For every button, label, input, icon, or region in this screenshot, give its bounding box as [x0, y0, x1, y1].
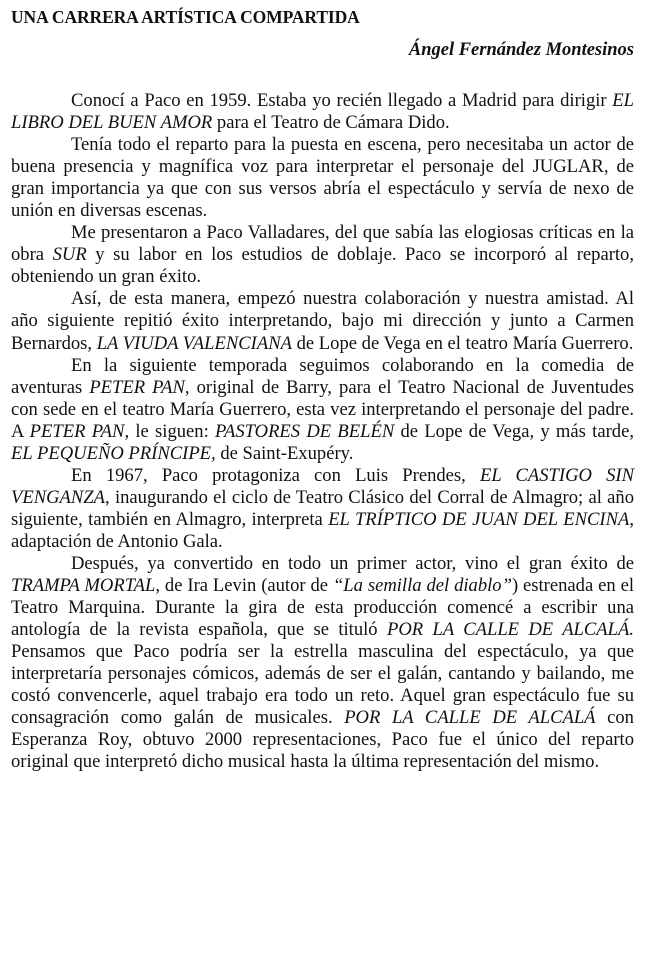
- paragraph: [11, 90, 634, 134]
- paragraph-text: , inaugurando el ciclo de Teatro Clásico del Corral de Almagro; al año siguiente, también en Almagro, interpreta: [11, 486, 634, 530]
- italic-title-text: POR LA CALLE DE ALCALÁ.: [386, 619, 635, 641]
- paragraph-text: Conocí a Paco en 1959. Estaba yo recién llegado a Madrid para dirigir: [71, 90, 613, 111]
- paragraph-text: Me presentaron a Paco Valladares, del que sabía las elogiosas críticas en la obra: [11, 222, 634, 266]
- paragraph: [11, 134, 634, 222]
- italic-title-text: SUR: [52, 244, 87, 266]
- paragraph-text: , original de Barry, para el Teatro Nacional de Juventudes con sede en el teatro María Guerrero, esta vez interpretando el personaje del padre. A: [11, 376, 634, 442]
- paragraph: [11, 553, 634, 773]
- paragraph-text: Así, de esta manera, empezó nuestra colaboración y nuestra amistad. Al año siguiente repitió éxito interpretando, bajo mi dirección y junto a Carmen Bernardos,: [11, 288, 634, 354]
- paragraph-text: En 1967, Paco protagoniza con Luis Prendes,: [71, 464, 480, 486]
- paragraph-text: y su labor en los estudios de doblaje. Paco se incorporó al reparto, obteniendo un gran éxito.: [11, 244, 634, 288]
- paragraph-text: para el Teatro de Cámara Dido.: [212, 112, 450, 134]
- italic-title-text: PASTORES DE BELÉN: [215, 420, 395, 442]
- paragraph-text: ) estrenada en el Teatro Marquina. Durante la gira de esta producción comencé a escribir una antología de la revista española, que se tituló: [11, 575, 635, 641]
- paragraph-text: , le siguen:: [124, 420, 216, 442]
- paragraph: [11, 355, 634, 465]
- article-author: Ángel Fernández Montesinos: [408, 40, 634, 60]
- paragraph: [11, 288, 634, 354]
- italic-title-text: POR LA CALLE DE ALCALÁ: [344, 707, 596, 729]
- article-body: [11, 90, 634, 773]
- article-title: UNA CARRERA ARTÍSTICA COMPARTIDA: [11, 7, 360, 27]
- italic-title-text: PETER PAN: [29, 420, 125, 442]
- paragraph-text: Tenía todo el reparto para la puesta en escena, pero necesitaba un actor de buena presencia y magnífica voz para interpretar el personaje del JUGLAR, de gran importancia ya que con sus versos abría el espectáculo y servía de nexo de unión en diversas escenas.: [11, 134, 634, 222]
- italic-title-text: TRAMPA MORTAL: [11, 575, 156, 597]
- paragraph-text: , adaptación de Antonio Gala.: [11, 508, 634, 552]
- italic-title-text: EL PEQUEÑO PRÍNCIPE,: [11, 442, 216, 464]
- paragraph-text: , de Ira Levin (autor de: [155, 575, 333, 597]
- paragraph-text: de Lope de Vega, y más tarde,: [394, 420, 634, 442]
- paragraph-text: de Saint-Exupéry.: [215, 442, 354, 464]
- italic-title-text: EL CASTIGO SIN VENGANZA: [11, 464, 634, 508]
- paragraph: [11, 222, 634, 288]
- italic-title-text: PETER PAN: [89, 376, 185, 398]
- paragraph-text: Después, ya convertido en todo un primer actor, vino el gran éxito de: [71, 552, 634, 574]
- paragraph-text: con Esperanza Roy, obtuvo 2000 representaciones, Paco fue el único del reparto original que interpretó dicho musical hasta la última representación del mismo.: [11, 707, 634, 773]
- paragraph-text: En la siguiente temporada seguimos colaborando en la comedia de aventuras: [11, 354, 634, 398]
- italic-title-text: EL TRÍPTICO DE JUAN DEL ENCINA: [328, 508, 630, 530]
- italic-title-text: LA VIUDA VALENCIANA: [96, 332, 292, 354]
- paragraph-text: Pensamos que Paco podría ser la estrella masculina del espectáculo, ya que interpretaría personajes cómicos, además de ser el galán, cantando y bailando, me costó convencerle, aquel trabajo era todo un reto. Aquel gran espectáculo fue su consagración como galán de musicales.: [11, 641, 634, 729]
- paragraph-text: de Lope de Vega en el teatro María Guerrero.: [291, 332, 634, 354]
- paragraph: [11, 465, 634, 553]
- italic-title-text: “La semilla del diablo”: [332, 575, 512, 597]
- italic-title-text: EL LIBRO DEL BUEN AMOR: [11, 90, 634, 134]
